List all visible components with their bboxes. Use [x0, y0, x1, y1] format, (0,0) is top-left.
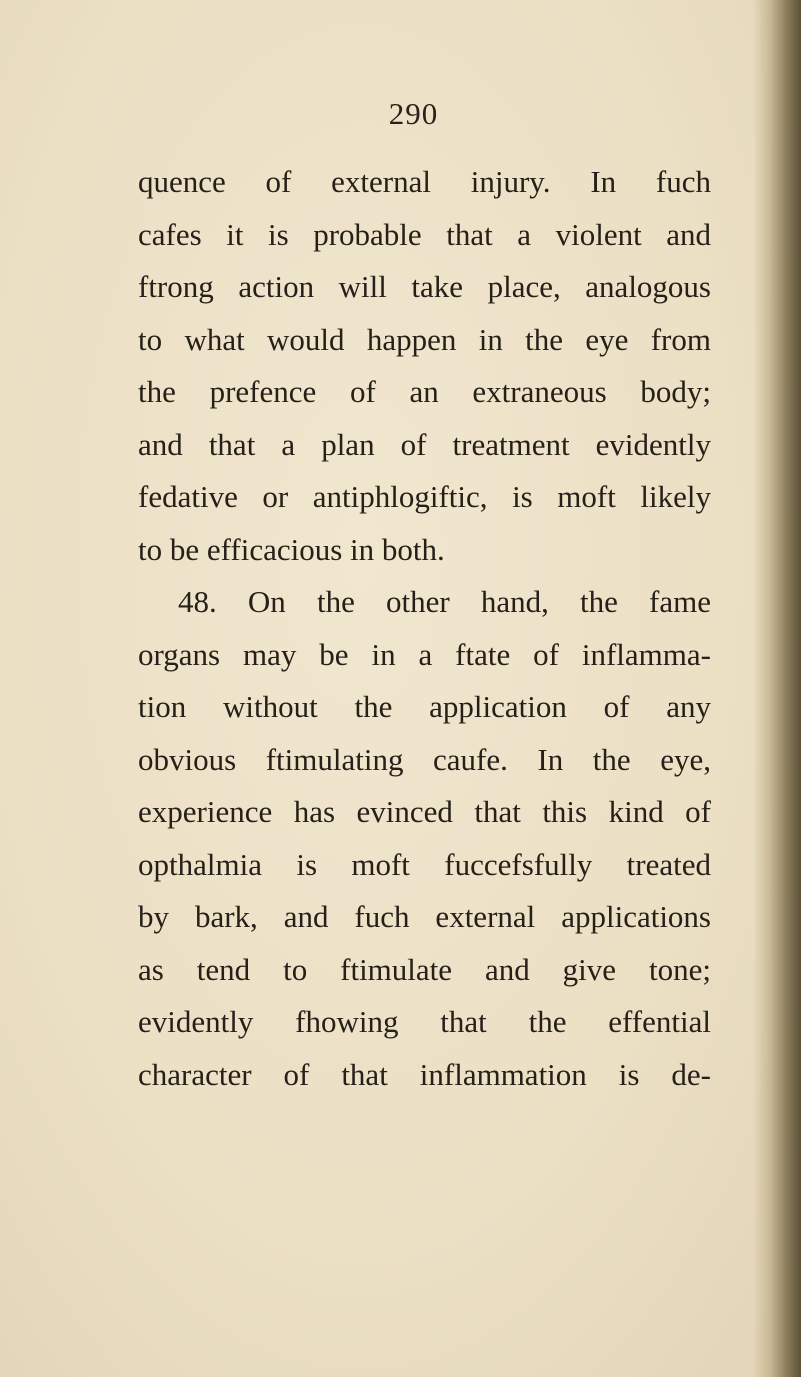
text-line: quence of external injury. In fuch	[138, 164, 711, 199]
text-line: character of that inflammation is de-	[138, 1056, 711, 1092]
text-line: to what would happen in the eye from	[138, 321, 711, 357]
text-line: experience has evinced that this kind of	[138, 794, 711, 829]
text-line: and that a plan of treatment evidently	[138, 426, 711, 462]
text-line: fedative or antiphlogiftic, is moft likely	[138, 479, 711, 514]
page-number: 290	[388, 96, 439, 131]
paragraph-opening: On the other hand, the fame	[247, 584, 712, 619]
text-line: as tend to ftimulate and give tone;	[138, 951, 711, 987]
paragraph-start-line	[138, 576, 711, 629]
text-line: organs may be in a ftate of inflamma-	[138, 636, 711, 672]
text-line: the prefence of an extraneous body;	[138, 374, 711, 409]
text-line: to be efficacious in both.	[138, 531, 445, 567]
text-line: evidently fhowing that the effential	[138, 1004, 711, 1039]
text-line: ftrong action will take place, analogous	[138, 269, 711, 304]
text-line: tion without the application of any	[138, 689, 711, 724]
text-line: opthalmia is moft fuccefsfully treated	[138, 846, 711, 882]
text-line: by bark, and fuch external applications	[138, 899, 711, 934]
page-edge-shadow	[753, 0, 801, 1377]
text-line: obvious ftimulating caufe. In the eye,	[138, 741, 711, 777]
text-line: cafes it is probable that a violent and	[138, 216, 711, 252]
paragraph-number: 48.	[178, 584, 217, 619]
body-text	[138, 156, 711, 1101]
